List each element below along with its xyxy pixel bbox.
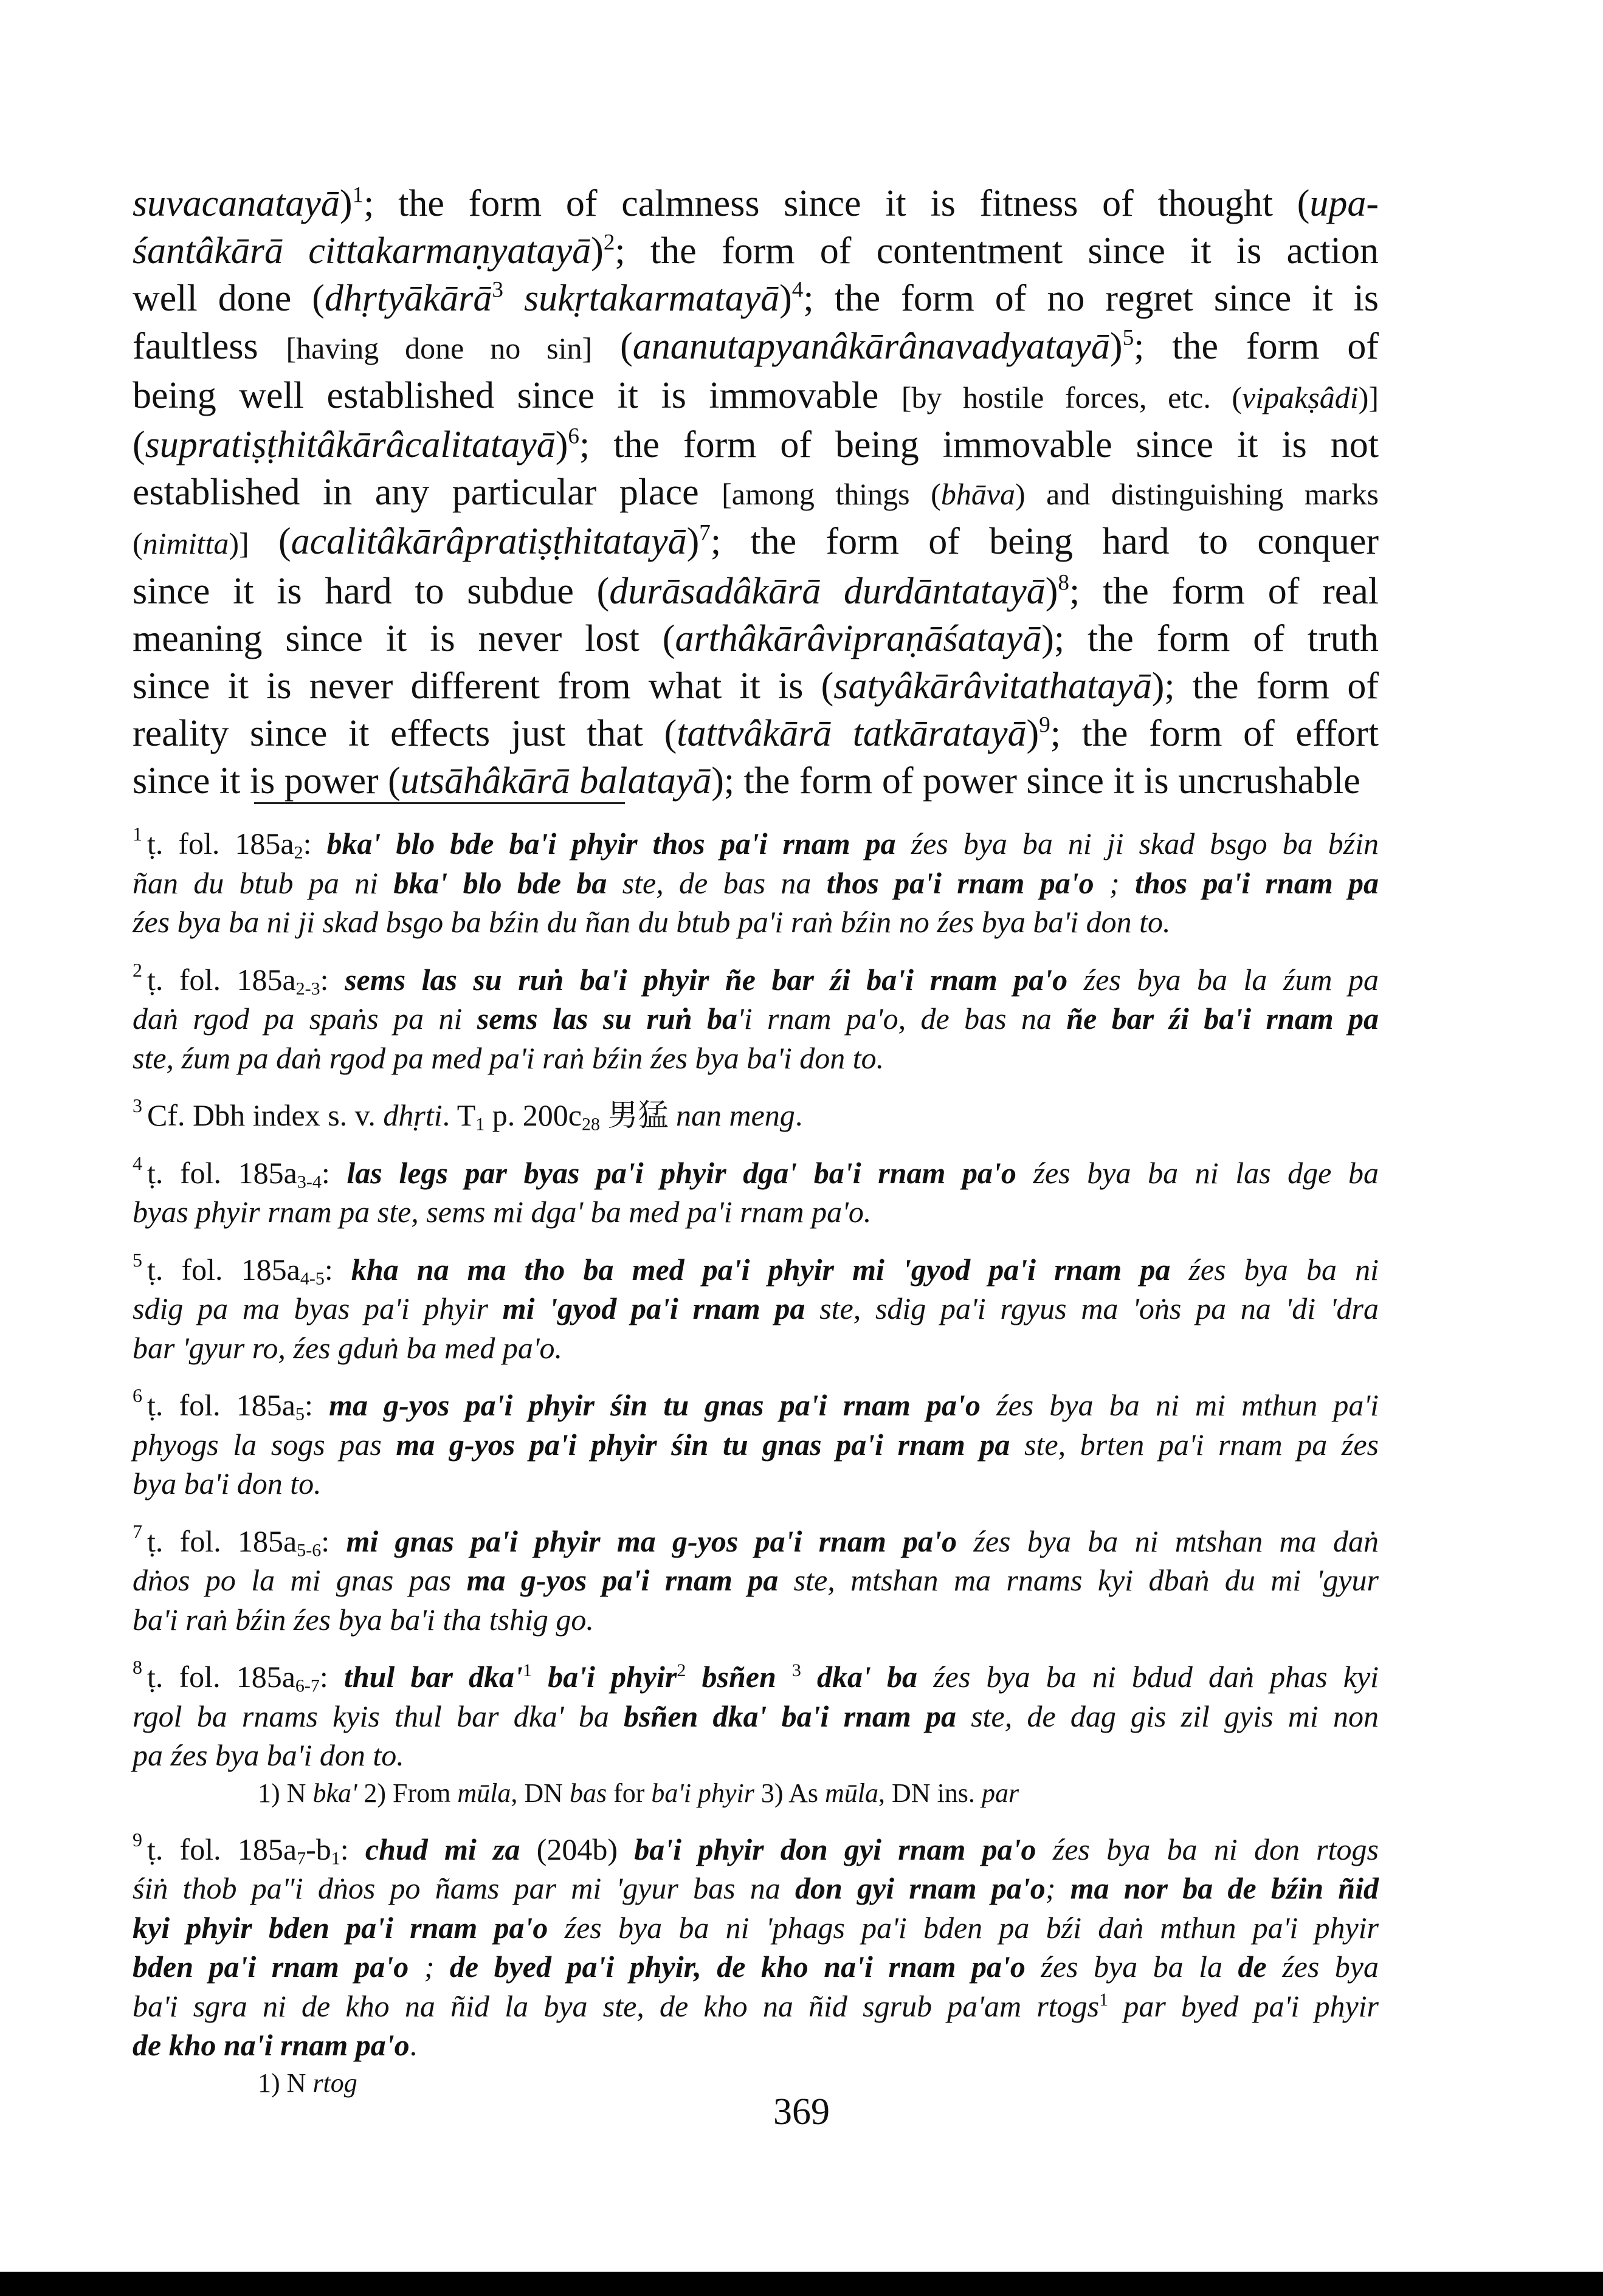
footnote-number: 9 [133, 1828, 142, 1851]
main-text-line: well done (dhṛtyākārā$^3$ sukṛtakarmatayā)$^4$; the form of no regret since it is [133, 278, 1379, 320]
main-text-line: since it is never different from what it is (satyâkārâvitathatayā); the form of [133, 665, 1379, 707]
footnote-line: rgol ba rnams kyis thul bar dka' ba bsñen dka' ba'i rnam pa ste, de dag gis zil gyis mi non [133, 1699, 1379, 1733]
footnote-line: bden pa'i rnam pa'o ; de byed pa'i phyir, de kho na'i rnam pa'o źes bya ba la de źes bya [133, 1950, 1379, 1984]
footnote-line: $^3$ Cf. Dbh index s. v. dhṛti. $T_1$ p. $200c_{28}$ 男猛 nan meng. [133, 1095, 803, 1135]
main-text-line: being well established since it is immovable [by hostile forces, etc. (vipakṣâdi)] [133, 374, 1379, 416]
main-text-line: reality since it effects just that (tattvâkārā tatkāratayā)$^9$; the form of effort [133, 712, 1379, 755]
footnote-line: ste, źum pa daṅ rgod pa med pa'i raṅ bźin źes bya ba'i don to. [133, 1040, 884, 1075]
main-text-line: (nimitta)] (acalitâkārâpratiṣṭhitatayā)$^7$; the form of being hard to conquer [133, 521, 1379, 563]
footnote [133, 814, 1379, 942]
footnote-number: 4 [133, 1152, 142, 1174]
footnote-line: $^7$ ṭ. fol. $185a_{5-6}$: mi gnas pa'i phyir ma g-yos pa'i rnam pa'o źes bya ba ni mtshan ma daṅ [133, 1520, 1379, 1560]
footnote-number: 5 [133, 1248, 142, 1271]
footnote [133, 1648, 1379, 1812]
footnote-line: pa źes bya ba'i don to. [133, 1738, 404, 1772]
footnote-number: 3 [133, 1095, 142, 1116]
footnote [133, 1512, 1379, 1640]
footnote-number: 1 [133, 823, 142, 845]
footnote-line: ñan du btub pa ni bka' blo bde ba ste, de bas na thos pa'i rnam pa'o ; thos pa'i rnam pa [133, 865, 1379, 900]
main-text-line: (supratiṣṭhitâkārâcalitatayā)$^6$; the form of being immovable since it is not [133, 424, 1379, 466]
footnote-line: śiṅ thob pa"i dṅos po ñams par mi 'gyur bas na don gyi rnam pa'o; ma nor ba de bźin ñid [133, 1871, 1379, 1905]
footnote-line: ba'i raṅ bźin źes bya ba'i tha tshig go. [133, 1602, 594, 1637]
footnote [133, 1240, 1379, 1368]
footnote-line: phyogs la sogs pas ma g-yos pa'i phyir śin tu gnas pa'i rnam pa ste, brten pa'i rnam pa źes [133, 1427, 1379, 1462]
footnote-line: de kho na'i rnam pa'o. [133, 2028, 418, 2062]
page-number: 369 [773, 2091, 830, 2133]
footnote [133, 1086, 1379, 1135]
footnote-line: $^6$ ṭ. fol. $185a_5$: ma g-yos pa'i phyir śin tu gnas pa'i rnam pa'o źes bya ba ni mi mthun pa'i [133, 1384, 1379, 1425]
footnote-variant-note: 1) N rtog [258, 2067, 357, 2098]
footnote-number: 2 [133, 958, 142, 981]
footnote-line: $^1$ ṭ. fol. $185a_2$: bka' blo bde ba'i phyir thos pa'i rnam pa źes bya ba ni ji skad bsgo ba bźin [133, 823, 1379, 863]
footnote-line: daṅ rgod pa spaṅs pa ni sems las su ruṅ ba'i rnam pa'o, de bas na ñe bar źi ba'i rnam pa [133, 1002, 1379, 1036]
main-text-line: suvacanatayā)$^1$; the form of calmness since it is fitness of thought (upa- [133, 182, 1379, 224]
footnote-line: sdig pa ma byas pa'i phyir mi 'gyod pa'i rnam pa ste, sdig pa'i rgyus ma 'oṅs pa na 'di 'dra [133, 1291, 1379, 1325]
footnote [133, 1144, 1379, 1232]
footnote-line: źes bya ba ni ji skad bsgo ba bźin du ñan du btub pa'i raṅ bźin no źes bya ba'i don to. [133, 905, 1171, 939]
footnote-number: 8 [133, 1656, 142, 1678]
footnote-line: $^8$ ṭ. fol. $185a_{6-7}$: thul bar $dka'^1$ ba'i phyir$^2$ bsñen $^3$ dka' ba źes bya ba ni bdud daṅ phas kyi [133, 1656, 1379, 1696]
footnote-number: 7 [133, 1520, 142, 1542]
footnotes-block [133, 814, 1379, 2110]
footnote-number: 6 [133, 1384, 142, 1406]
footnote-line: byas phyir rnam pa ste, sems mi dga' ba med pa'i rnam pa'o. [133, 1195, 872, 1229]
footnote-line: ba'i sgra ni de kho na ñid la bya ste, de kho na ñid sgrub pa'am rtogs$^1$ par byed pa'i phyir [133, 1988, 1379, 2023]
main-text-line: faultless [having done no sin] (ananutapyanâkārânavadyatayā)$^5$; the form of [133, 325, 1379, 367]
footnote-line: $^9$ ṭ. fol. $185a_7-b_1$: chud mi za (204b) ba'i phyir don gyi rnam pa'o źes bya ba ni don rtogs [133, 1828, 1379, 1868]
footnote [133, 1820, 1379, 2102]
main-text-line: śantâkārā cittakarmaṇyatayā)$^2$; the form of contentment since it is action [133, 230, 1379, 272]
footnote-line: $^4$ ṭ. fol. $185a_{3-4}$: las legs par byas pa'i phyir dga' ba'i rnam pa'o źes bya ba ni las dge ba [133, 1152, 1379, 1192]
footnote-line: bar 'gyur ro, źes gduṅ ba med pa'o. [133, 1330, 563, 1365]
scan-edge-bar [0, 2272, 1603, 2296]
main-text-line: since it is hard to subdue (durāsadâkārā durdāntatayā)$^8$; the form of real [133, 570, 1379, 612]
footnote-line: $^5$ ṭ. fol. $185a_{4-5}$: kha na ma tho ba med pa'i phyir mi 'gyod pa'i rnam pa źes bya ba ni [133, 1248, 1379, 1288]
footnote-rule [254, 802, 625, 804]
footnote-line: kyi phyir bden pa'i rnam pa'o źes bya ba ni 'phags pa'i bden pa bźi daṅ mthun pa'i phyir [133, 1910, 1379, 1945]
footnote-variant-note: 1) N bka' 2) From mūla, DN bas for ba'i phyir 3) As mūla, DN ins. par [258, 1778, 1019, 1808]
footnote-line: bya ba'i don to. [133, 1466, 322, 1500]
footnote-line: $^2$ ṭ. fol. $185a_{2-3}$: sems las su ruṅ ba'i phyir ñe bar źi ba'i rnam pa'o źes bya ba la źum pa [133, 958, 1379, 998]
main-text-line: since it is power (utsāhâkārā balatayā); the form of power since it is uncrushable [133, 760, 1360, 802]
footnote-line: dṅos po la mi gnas pas ma g-yos pa'i rnam pa ste, mtshan ma rnams kyi dbaṅ du mi 'gyur [133, 1563, 1379, 1597]
footnote [133, 1376, 1379, 1504]
main-text-line: established in any particular place [among things (bhāva) and distinguishing marks [133, 472, 1379, 514]
footnote [133, 950, 1379, 1078]
main-text-line: meaning since it is never lost (arthâkārâvipraṇāśatayā); the form of truth [133, 617, 1379, 659]
main-text-block [133, 180, 1379, 805]
